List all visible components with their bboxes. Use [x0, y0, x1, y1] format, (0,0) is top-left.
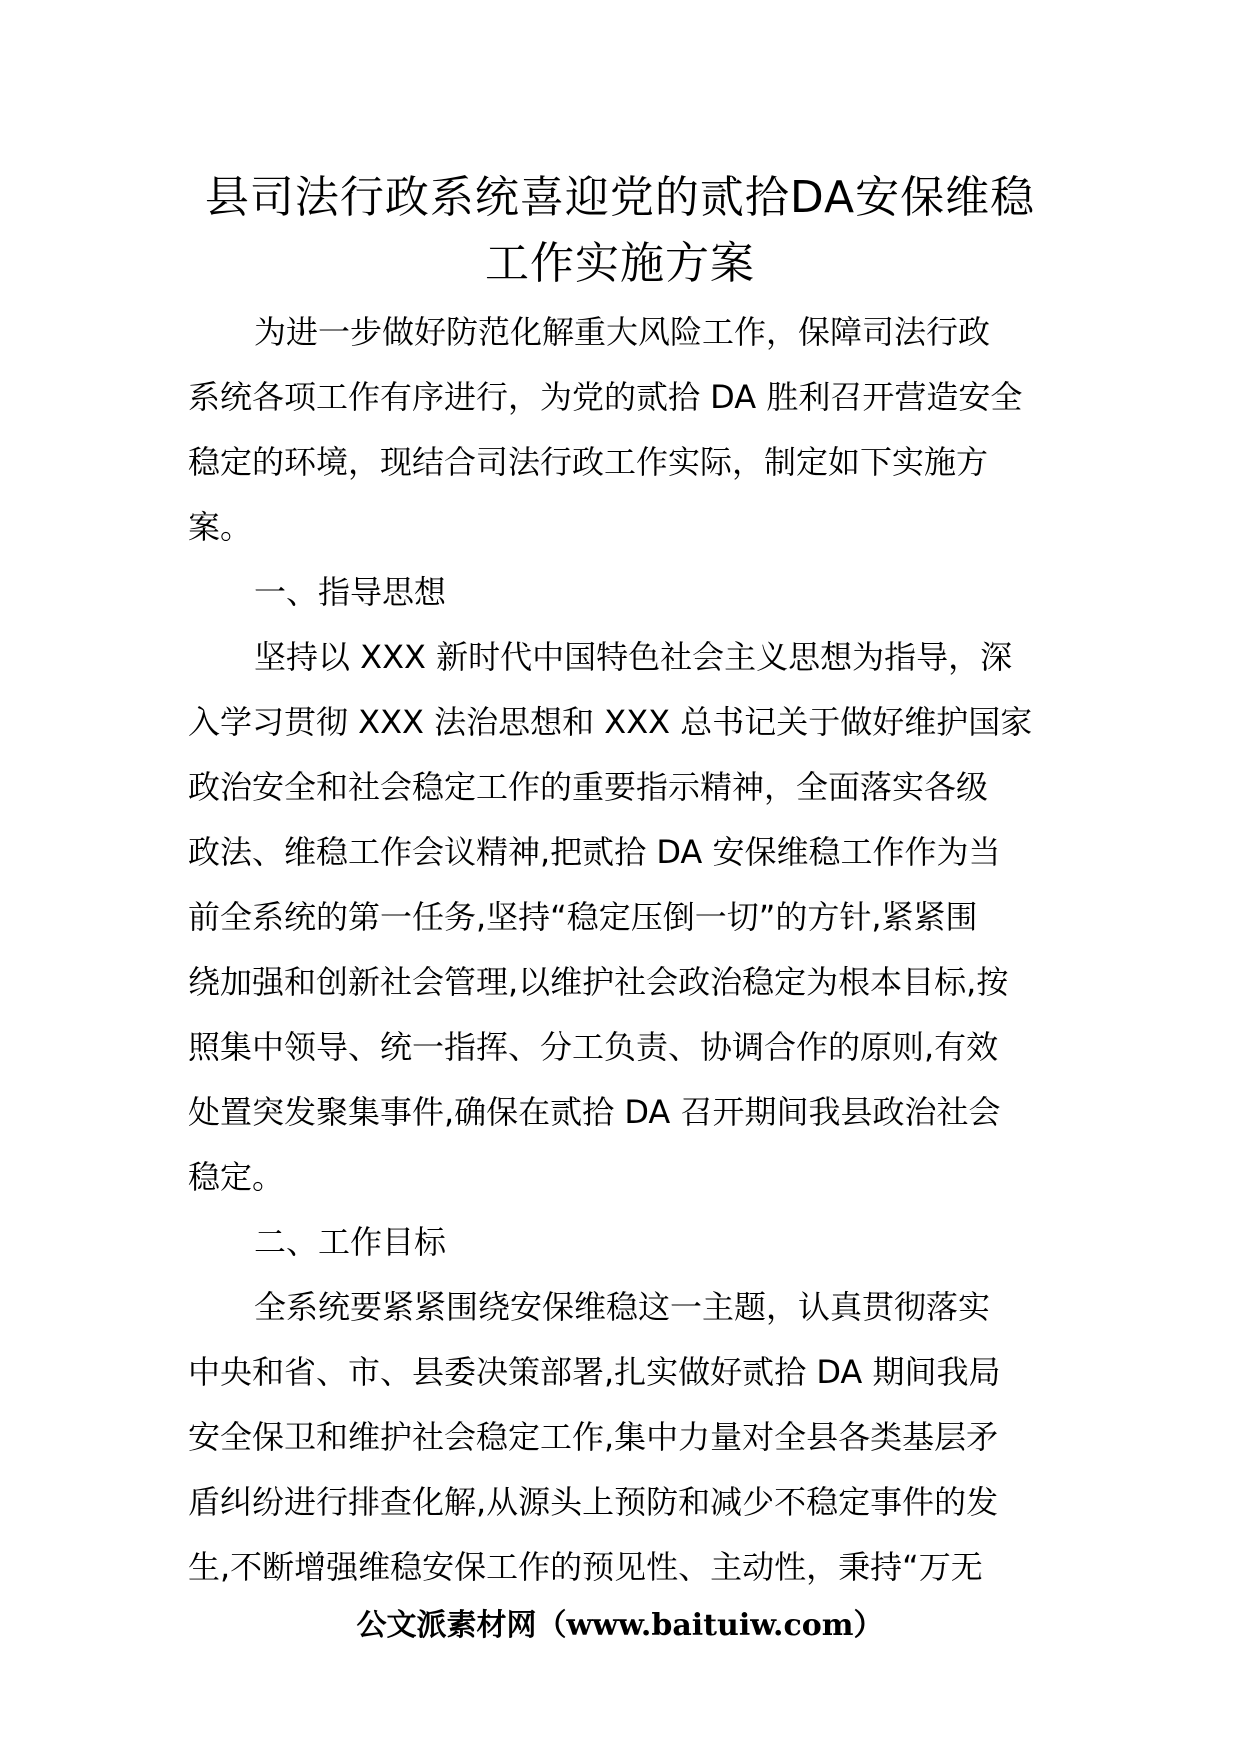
body-line: 中央和省、市、县委决策部署,扎实做好贰拾 DA 期间我局 [188, 1353, 1001, 1391]
body-line: 盾纠纷进行排查化解,从源头上预防和减少不稳定事件的发 [188, 1483, 999, 1521]
body-line: 政法、维稳工作会议精神,把贰拾 DA 安保维稳工作作为当 [188, 833, 1001, 871]
body-line: 政治安全和社会稳定工作的重要指示精神，全面落实各级 [188, 768, 989, 806]
footer-source: 公文派素材网（www.baituiw.com） [356, 1608, 884, 1643]
body-line: 安全保卫和维护社会稳定工作,集中力量对全县各类基层矛 [188, 1418, 999, 1456]
body-line: 为进一步做好防范化解重大风险工作，保障司法行政 [254, 313, 991, 351]
document-title-line-1: 县司法行政系统喜迎党的贰拾DA安保维稳 [204, 172, 1036, 223]
body-line: 入学习贯彻 XXX 法治思想和 XXX 总书记关于做好维护国家 [188, 703, 1033, 741]
body-line: 稳定的环境，现结合司法行政工作实际，制定如下实施方 [188, 443, 989, 481]
body-line: 一、指导思想 [254, 573, 447, 611]
body-line: 全系统要紧紧围绕安保维稳这一主题，认真贯彻落实 [254, 1288, 991, 1326]
document-title-line-2: 工作实施方案 [485, 238, 755, 289]
body-line: 前全系统的第一任务,坚持“稳定压倒一切”的方针,紧紧围 [188, 898, 978, 936]
body-line: 二、工作目标 [254, 1223, 447, 1261]
body-line: 绕加强和创新社会管理,以维护社会政治稳定为根本目标,按 [188, 963, 1009, 1001]
body-line: 处置突发聚集事件,确保在贰拾 DA 召开期间我县政治社会 [188, 1093, 1001, 1131]
body-line: 生,不断增强维稳安保工作的预见性、主动性，秉持“万无 [188, 1548, 983, 1586]
document-body [188, 300, 1056, 1600]
body-line: 坚持以 XXX 新时代中国特色社会主义思想为指导，深 [254, 638, 1013, 676]
body-line: 照集中领导、统一指挥、分工负责、协调合作的原则,有效 [188, 1028, 999, 1066]
body-line: 案。 [188, 508, 253, 546]
body-line: 稳定。 [188, 1158, 285, 1196]
body-line: 系统各项工作有序进行，为党的贰拾 DA 胜利召开营造安全 [188, 378, 1023, 416]
